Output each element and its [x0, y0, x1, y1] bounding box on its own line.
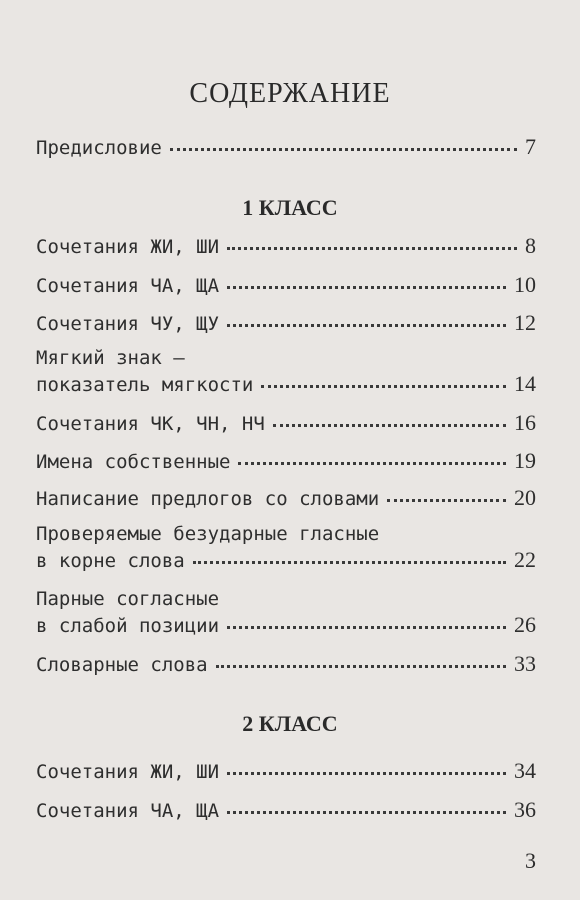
toc-entry-preface [36, 134, 536, 161]
leader-dots [238, 445, 506, 465]
toc-entry [36, 651, 536, 678]
entry-text: Словарные слова [36, 654, 208, 677]
entry-page: 22 [514, 547, 536, 573]
entry-text: Имена собственные [36, 451, 231, 474]
entry-text: показатель мягкости [36, 374, 254, 397]
entry-page: 16 [514, 410, 536, 436]
entry-page: 26 [514, 612, 536, 638]
leader-dots [227, 307, 506, 327]
leader-dots [227, 794, 506, 814]
toc-entry [36, 346, 536, 398]
entry-text-line1: Мягкий знак — [36, 347, 185, 369]
entry-text: Сочетания ЧУ, ЩУ [36, 313, 220, 336]
leader-dots [273, 407, 506, 427]
leader-dots [261, 368, 506, 388]
entry-page: 14 [514, 371, 536, 397]
toc-entry [36, 448, 536, 475]
leader-dots [227, 755, 506, 775]
entry-page: 34 [514, 758, 536, 784]
toc-entry [36, 797, 536, 824]
toc-entry [36, 272, 536, 299]
entry-text: Сочетания ЧА, ЩА [36, 800, 220, 823]
toc-entry [36, 310, 536, 337]
leader-dots [227, 609, 506, 629]
toc-entry [36, 522, 536, 574]
entry-text: Сочетания ЧА, ЩА [36, 275, 220, 298]
entry-text: в слабой позиции [36, 615, 220, 638]
entry-page: 19 [514, 448, 536, 474]
toc-entry [36, 485, 536, 512]
entry-text: Сочетания ЖИ, ШИ [36, 236, 220, 259]
section-heading-1: 1 КЛАСС [242, 195, 338, 220]
leader-dots [216, 648, 506, 668]
toc-entry [36, 233, 536, 260]
entry-text: Написание предлогов со словами [36, 488, 380, 511]
section-heading-2: 2 КЛАСС [242, 711, 338, 736]
entry-page: 36 [514, 797, 536, 823]
leader-dots [227, 269, 506, 289]
toc-title: СОДЕРЖАНИЕ [189, 78, 391, 109]
toc-entry [36, 758, 536, 785]
leader-dots [193, 544, 506, 564]
page-number: 3 [525, 848, 536, 873]
entry-page: 33 [514, 651, 536, 677]
entry-text: Предисловие [36, 137, 162, 160]
entry-page: 8 [525, 233, 536, 259]
toc-entry [36, 410, 536, 437]
leader-dots [387, 482, 506, 502]
entry-text: в корне слова [36, 550, 185, 573]
toc-entry [36, 587, 536, 639]
entry-page: 7 [525, 134, 536, 160]
entry-text: Сочетания ЖИ, ШИ [36, 761, 220, 784]
entry-text: Сочетания ЧК, ЧН, НЧ [36, 413, 265, 436]
entry-page: 12 [514, 310, 536, 336]
entry-text-line1: Парные согласные [36, 588, 220, 610]
leader-dots [170, 131, 517, 151]
entry-text-line1: Проверяемые безударные гласные [36, 523, 380, 545]
entry-page: 10 [514, 272, 536, 298]
leader-dots [227, 230, 517, 250]
entry-page: 20 [514, 485, 536, 511]
